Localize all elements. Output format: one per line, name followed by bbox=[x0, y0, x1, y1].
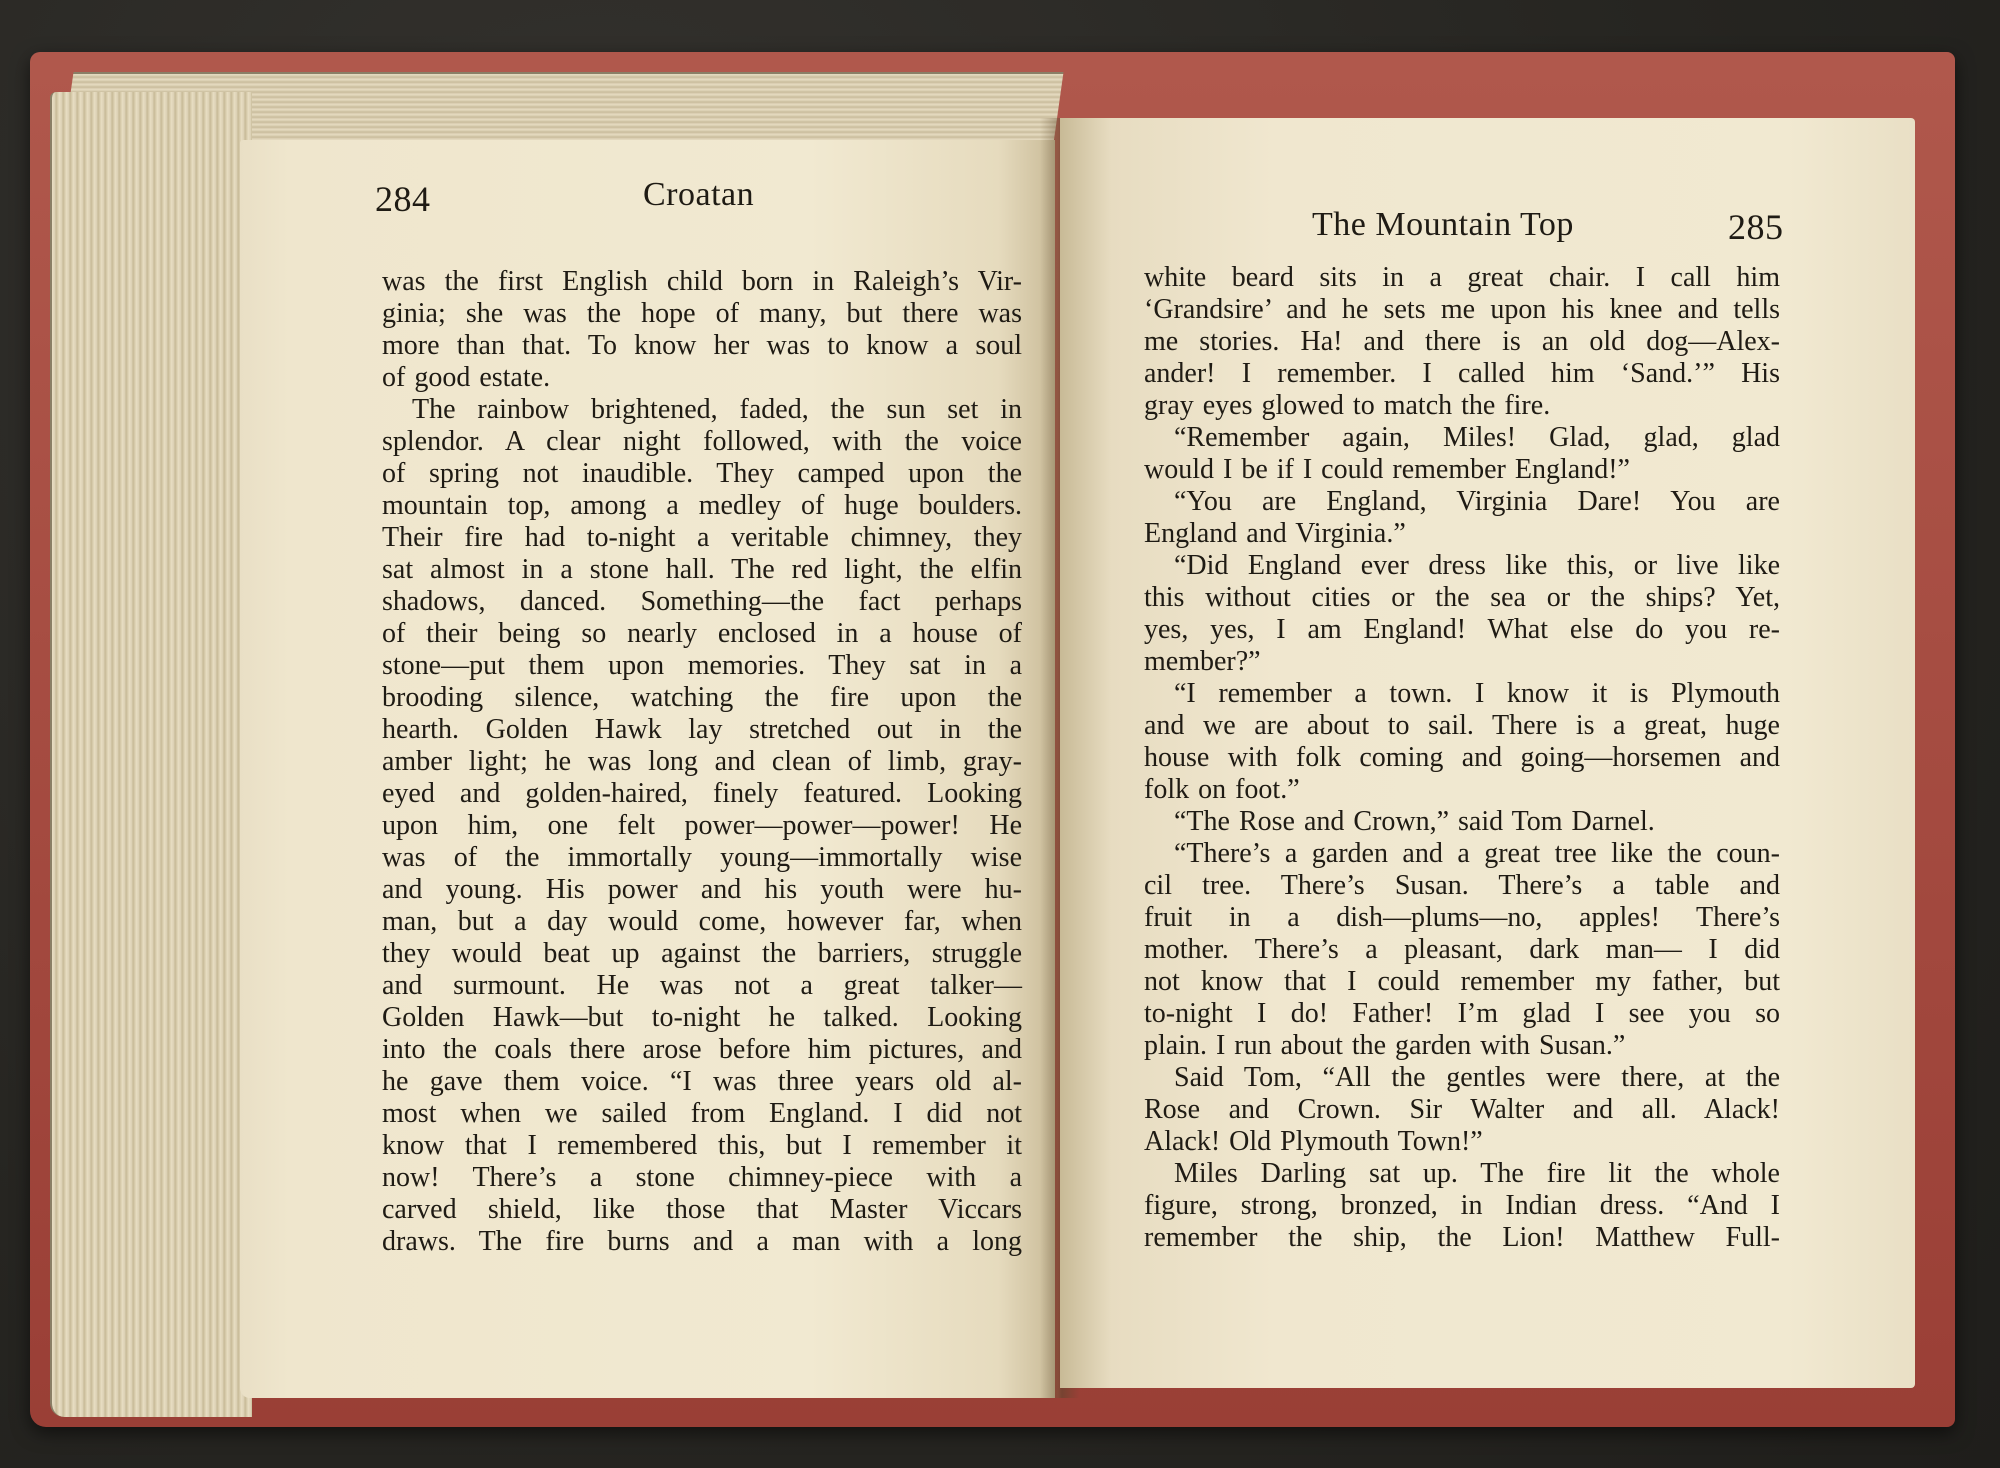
text-line: “Did England ever dress like this, or live like bbox=[1174, 550, 1780, 581]
text-line: was of the immortally young—immortally wise bbox=[382, 842, 1022, 873]
text-line: amber light; he was long and clean of limb, gray- bbox=[382, 746, 1022, 777]
text-line: upon him, one felt power—power—power! He bbox=[382, 810, 1022, 841]
text-line: know that I remembered this, but I remember it bbox=[382, 1130, 1022, 1161]
text-line: figure, strong, bronzed, in Indian dress. “And I bbox=[1144, 1190, 1780, 1221]
text-line: Miles Darling sat up. The fire lit the whole bbox=[1174, 1158, 1780, 1189]
text-line: fruit in a dish—plums—no, apples! There’s bbox=[1144, 902, 1780, 933]
text-line: not know that I could remember my father, but bbox=[1144, 966, 1780, 997]
text-line: Alack! Old Plymouth Town!” bbox=[1144, 1126, 1483, 1157]
text-line: ander! I remember. I called him ‘Sand.’” His bbox=[1144, 358, 1780, 389]
text-line: and we are about to sail. There is a great, huge bbox=[1144, 710, 1780, 741]
text-line: into the coals there arose before him pictures, and bbox=[382, 1034, 1022, 1065]
text-line: sat almost in a stone hall. The red light, the elfin bbox=[382, 554, 1022, 585]
text-line: white beard sits in a great chair. I call him bbox=[1144, 262, 1780, 293]
text-line: man, but a day would come, however far, when bbox=[382, 906, 1022, 937]
text-line: Said Tom, “All the gentles were there, at the bbox=[1174, 1062, 1780, 1093]
left-page-number: 284 bbox=[375, 179, 431, 219]
text-line: “You are England, Virginia Dare! You are bbox=[1174, 486, 1780, 517]
text-line: and surmount. He was not a great talker— bbox=[382, 970, 1022, 1001]
text-line: mountain top, among a medley of huge boulders. bbox=[382, 490, 1022, 521]
text-line: Golden Hawk—but to-night he talked. Looking bbox=[382, 1002, 1022, 1033]
text-line: yes, yes, I am England! What else do you re- bbox=[1144, 614, 1780, 645]
text-line: ginia; she was the hope of many, but there was bbox=[382, 298, 1022, 329]
text-line: of their being so nearly enclosed in a house of bbox=[382, 618, 1022, 649]
text-line: most when we sailed from England. I did not bbox=[382, 1098, 1022, 1129]
text-line: more than that. To know her was to know a soul bbox=[382, 330, 1022, 361]
text-line: plain. I run about the garden with Susan.” bbox=[1144, 1030, 1626, 1061]
text-line: eyed and golden-haired, finely featured. Looking bbox=[382, 778, 1022, 809]
left-page bbox=[240, 140, 1055, 1398]
text-line: of spring not inaudible. They camped upon the bbox=[382, 458, 1022, 489]
right-page-number: 285 bbox=[1728, 207, 1784, 247]
text-line: would I be if I could remember England!” bbox=[1144, 454, 1630, 485]
text-line: Their fire had to-night a veritable chimney, they bbox=[382, 522, 1022, 553]
text-line: carved shield, like those that Master Viccars bbox=[382, 1194, 1022, 1225]
text-line: me stories. Ha! and there is an old dog—Alex- bbox=[1144, 326, 1780, 357]
text-line: shadows, danced. Something—the fact perhaps bbox=[382, 586, 1022, 617]
text-line: house with folk coming and going—horsemen and bbox=[1144, 742, 1780, 773]
text-line: and young. His power and his youth were hu- bbox=[382, 874, 1022, 905]
text-line: “The Rose and Crown,” said Tom Darnel. bbox=[1174, 806, 1655, 837]
text-line: remember the ship, the Lion! Matthew Full- bbox=[1144, 1222, 1780, 1253]
text-line: draws. The fire burns and a man with a long bbox=[382, 1226, 1022, 1257]
text-line: splendor. A clear night followed, with the voice bbox=[382, 426, 1022, 457]
right-page bbox=[1060, 118, 1915, 1388]
text-line: member?” bbox=[1144, 646, 1261, 677]
text-line: now! There’s a stone chimney-piece with a bbox=[382, 1162, 1022, 1193]
right-running-head: The Mountain Top bbox=[1312, 206, 1574, 243]
left-page-text bbox=[382, 266, 1022, 1258]
text-line: gray eyes glowed to match the fire. bbox=[1144, 390, 1551, 421]
text-line: ‘Grandsire’ and he sets me upon his knee and tells bbox=[1144, 294, 1780, 325]
text-line: “There’s a garden and a great tree like the coun- bbox=[1174, 838, 1780, 869]
text-line: Rose and Crown. Sir Walter and all. Alack! bbox=[1144, 1094, 1780, 1125]
text-line: was the first English child born in Raleigh’s Vir- bbox=[382, 266, 1022, 297]
text-line: The rainbow brightened, faded, the sun set in bbox=[412, 394, 1022, 425]
text-line: they would beat up against the barriers, struggle bbox=[382, 938, 1022, 969]
text-line: he gave them voice. “I was three years old al- bbox=[382, 1066, 1022, 1097]
text-line: England and Virginia.” bbox=[1144, 518, 1406, 549]
text-line: folk on foot.” bbox=[1144, 774, 1300, 805]
text-line: “I remember a town. I know it is Plymouth bbox=[1174, 678, 1780, 709]
text-line: “Remember again, Miles! Glad, glad, glad bbox=[1174, 422, 1780, 453]
text-line: this without cities or the sea or the ships? Yet, bbox=[1144, 582, 1780, 613]
text-line: cil tree. There’s Susan. There’s a table and bbox=[1144, 870, 1780, 901]
text-line: of good estate. bbox=[382, 362, 551, 393]
text-line: to-night I do! Father! I’m glad I see you so bbox=[1144, 998, 1780, 1029]
left-running-head: Croatan bbox=[643, 176, 755, 213]
page-block-fore-edge bbox=[50, 92, 252, 1417]
text-line: brooding silence, watching the fire upon the bbox=[382, 682, 1022, 713]
right-page-text bbox=[1144, 262, 1780, 1254]
text-line: stone—put them upon memories. They sat in a bbox=[382, 650, 1022, 681]
text-line: hearth. Golden Hawk lay stretched out in the bbox=[382, 714, 1022, 745]
text-line: mother. There’s a pleasant, dark man— I did bbox=[1144, 934, 1780, 965]
